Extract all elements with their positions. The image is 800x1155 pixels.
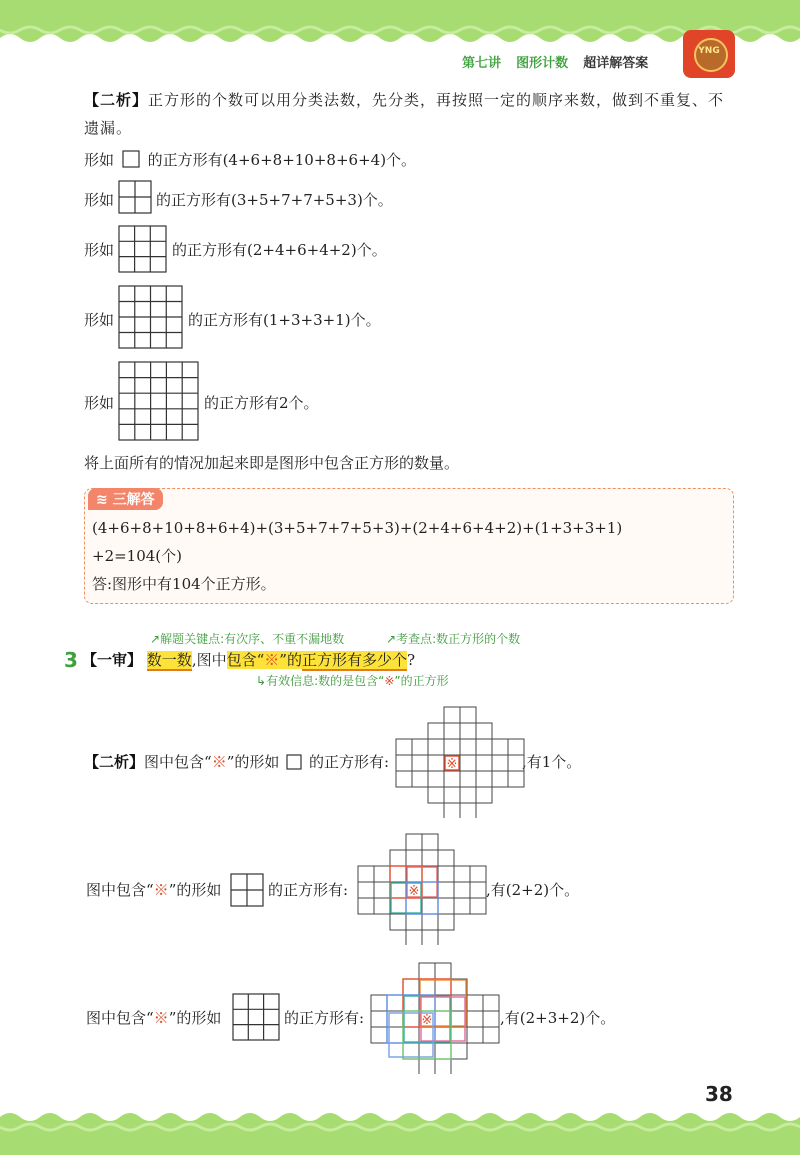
shape-1x1 — [122, 150, 140, 168]
grid-cell — [374, 866, 390, 882]
line-b-prefix: 图中包含“ — [86, 881, 154, 899]
grid-cell — [422, 834, 438, 850]
answer-line-1: (4+6+8+10+8+6+4)+(3+5+7+7+5+3)+(2+4+6+4+2)+(1+3+3+1) — [92, 519, 623, 537]
grid-cell — [422, 882, 438, 898]
line-b-mid2: 的正方形有: — [268, 881, 349, 899]
grid-cell — [428, 787, 444, 803]
grid-cell — [374, 898, 390, 914]
grid-cell — [483, 995, 499, 1011]
shape-row-1-suffix: 的正方形有(4+6+8+10+8+6+4)个。 — [147, 151, 417, 169]
header-topic: 图形计数 — [516, 56, 569, 71]
shape-row-5-prefix: 形如 — [84, 394, 115, 412]
question-highlight-squares: 正方形有多少个 — [301, 651, 407, 669]
grid-cell — [438, 898, 454, 914]
shape-3x3 — [118, 225, 168, 273]
analysis-summary: 将上面所有的情况加起来即是图形中包含正方形的数量。 — [84, 454, 460, 472]
grid-cell — [428, 771, 444, 787]
line-a-prefix: 图中包含“ — [144, 753, 212, 771]
shape-prefix: 形如 — [84, 151, 115, 169]
grid-cell — [419, 1059, 435, 1074]
grid-cell — [444, 787, 460, 803]
grid-cell — [422, 898, 438, 914]
grid-cell — [460, 723, 476, 739]
grid-cell — [476, 771, 492, 787]
analysis-text-1: 正方形的个数可以用分类法数，先分类，再按照一定的顺序来数，做到不重复、不 — [148, 91, 725, 109]
annotation-info-text-a: 有效信息:数的是包含“ — [266, 674, 385, 688]
grid-cell — [467, 995, 483, 1011]
grid-cell — [396, 739, 412, 755]
grid-cell — [422, 866, 438, 882]
grid-cell — [451, 1043, 467, 1059]
grid-cell — [492, 755, 508, 771]
grid-cell — [467, 1027, 483, 1043]
shape-3x3-small — [232, 993, 280, 1041]
grid-cell — [444, 803, 460, 818]
grid-cell — [454, 866, 470, 882]
grid-cell — [412, 739, 428, 755]
question-highlight-count: 数一数 — [146, 651, 192, 669]
shape-2x2-small — [230, 873, 264, 907]
grid-cell — [406, 834, 422, 850]
grid-cell — [428, 723, 444, 739]
q3-analysis-line-a — [84, 752, 389, 772]
shape-row-3-suffix: 的正方形有(2+4+6+4+2)个。 — [172, 241, 387, 259]
grid-cell — [390, 866, 406, 882]
grid-cell — [460, 739, 476, 755]
line-a-mid2: 的正方形有: — [308, 753, 389, 771]
question-text-b: 包含“ — [226, 651, 265, 669]
shape-row-2-suffix: 的正方形有(3+5+7+7+5+3)个。 — [156, 191, 393, 209]
grid-cell — [428, 739, 444, 755]
diamond-grid-a — [395, 706, 525, 818]
grid-cell — [476, 755, 492, 771]
grid-cell — [460, 787, 476, 803]
grid-cell — [483, 1027, 499, 1043]
grid-cell — [438, 850, 454, 866]
shape-1x1-small — [286, 754, 302, 770]
question-tag: 【一审】 — [82, 651, 143, 669]
grid-cell — [444, 707, 460, 723]
grid-cell — [358, 898, 374, 914]
analysis-line-1 — [84, 90, 724, 110]
grid-cell — [390, 850, 406, 866]
top-wave-border — [0, 0, 800, 50]
grid-cell — [467, 1011, 483, 1027]
grid-cell — [476, 787, 492, 803]
line-c-mid2: 的正方形有: — [284, 1009, 365, 1027]
annotation-exam-text: 考查点:数正方形的个数 — [396, 632, 521, 646]
header-lecture: 第七讲 — [462, 56, 502, 71]
q3-analysis-tag: 【二析】 — [84, 753, 145, 771]
grid-cell — [396, 771, 412, 787]
grid-cell — [390, 898, 406, 914]
grid-cell — [371, 1011, 387, 1027]
answer-badge-label: 三解答 — [112, 492, 155, 508]
grid-cell — [460, 755, 476, 771]
grid-cell — [451, 979, 467, 995]
grid-cell — [371, 995, 387, 1011]
star-icon-b: ※ — [153, 881, 169, 899]
annotation-star-icon: ※ — [384, 674, 395, 688]
line-a-suffix: ,有1个。 — [522, 753, 582, 771]
analysis-line-2: 遗漏。 — [84, 119, 133, 137]
grid-cell — [406, 914, 422, 930]
shape-row-4-prefix: 形如 — [84, 311, 115, 329]
shape-row-2-prefix: 形如 — [84, 191, 115, 209]
grid-cell — [435, 1043, 451, 1059]
question-number: 3 — [64, 648, 78, 672]
line-b-mid: ”的形如 — [168, 881, 222, 899]
grid-cell — [406, 866, 422, 882]
grid-cell — [422, 850, 438, 866]
annotation-info-text-b: ”的正方形 — [394, 674, 449, 688]
grid-cell — [390, 882, 406, 898]
answer-line-2: +2=104(个) — [92, 547, 183, 565]
grid-cell — [406, 850, 422, 866]
grid-cell — [483, 1011, 499, 1027]
grid-cell — [470, 898, 486, 914]
grid-cell — [454, 882, 470, 898]
line-c-mid: ”的形如 — [168, 1009, 222, 1027]
star-icon-c: ※ — [153, 1009, 169, 1027]
grid-cell — [358, 866, 374, 882]
annotation-exam-point: ↗考查点:数正方形的个数 — [386, 632, 521, 646]
grid-cell — [406, 898, 422, 914]
shape-5x5 — [118, 361, 200, 441]
grid-cell — [438, 914, 454, 930]
grid-cell — [412, 755, 428, 771]
grid-cell — [508, 771, 524, 787]
grid-cell — [492, 771, 508, 787]
grid-cell — [403, 995, 419, 1011]
header-book: 超详解答案 — [583, 56, 649, 71]
star-symbol-icon: ※ — [446, 757, 458, 772]
answer-badge — [88, 488, 163, 510]
grid-cell — [470, 866, 486, 882]
grid-cell — [428, 755, 444, 771]
grid-cell — [435, 963, 451, 979]
grid-cell — [371, 1027, 387, 1043]
shape-row-4-suffix: 的正方形有(1+3+3+1)个。 — [188, 311, 381, 329]
line-c-suffix: ,有(2+3+2)个。 — [500, 1009, 616, 1027]
annotation-key-point: ↗解题关键点:有次序、不重不漏地数 — [150, 632, 345, 646]
line-c-prefix: 图中包含“ — [86, 1009, 154, 1027]
diamond-grid-b — [357, 833, 487, 945]
grid-cell — [460, 707, 476, 723]
logo-text: YNG — [698, 46, 720, 56]
grid-cell — [422, 914, 438, 930]
shape-4x4 — [118, 285, 184, 349]
grid-cell — [444, 723, 460, 739]
grid-cell — [435, 1011, 451, 1027]
star-symbol-icon: ※ — [421, 1013, 433, 1028]
header-logo — [683, 30, 735, 78]
star-symbol-icon: ※ — [408, 884, 420, 899]
grid-cell — [460, 771, 476, 787]
grid-cell — [390, 914, 406, 930]
question-text-c: ”的 — [279, 651, 302, 669]
analysis-tag: 【二析】 — [84, 91, 149, 109]
question-highlight-contain — [227, 651, 302, 669]
question-text-a: ,图中 — [191, 651, 227, 669]
grid-cell — [454, 898, 470, 914]
grid-cell — [438, 866, 454, 882]
grid-cell — [412, 771, 428, 787]
bottom-wave-border — [0, 1105, 800, 1155]
wave-icon: ≋ — [96, 492, 108, 508]
grid-cell — [444, 739, 460, 755]
question-mark: ? — [406, 651, 416, 669]
grid-cell — [374, 882, 390, 898]
grid-cell — [444, 771, 460, 787]
shape-2x2 — [118, 180, 152, 214]
grid-cell — [492, 739, 508, 755]
grid-cell — [406, 930, 422, 945]
answer-line-3: 答:图形中有104个正方形。 — [92, 575, 276, 593]
grid-cell — [438, 882, 454, 898]
grid-cell — [435, 979, 451, 995]
grid-cell — [470, 882, 486, 898]
grid-cell — [387, 995, 403, 1011]
grid-cell — [403, 1027, 419, 1043]
question-line — [82, 650, 415, 670]
q3-line-c-text — [86, 1008, 221, 1028]
grid-cell — [419, 963, 435, 979]
grid-cell — [422, 930, 438, 945]
grid-cell — [508, 739, 524, 755]
star-icon-a: ※ — [211, 753, 227, 771]
q3-line-b-text — [86, 880, 221, 900]
line-b-suffix: ,有(2+2)个。 — [486, 881, 580, 899]
shape-row-1 — [84, 150, 416, 170]
grid-cell — [403, 979, 419, 995]
annotation-info: ↳有效信息:数的是包含“※”的正方形 — [256, 674, 449, 688]
grid-cell — [476, 723, 492, 739]
diamond-grid-c — [370, 962, 500, 1074]
grid-cell — [419, 979, 435, 995]
line-a-mid: ”的形如 — [226, 753, 280, 771]
annotation-key-text: 解题关键点:有次序、不重不漏地数 — [160, 632, 345, 646]
grid-cell — [396, 755, 412, 771]
grid-cell — [508, 755, 524, 771]
shape-row-5-suffix: 的正方形有2个。 — [204, 394, 319, 412]
grid-cell — [460, 803, 476, 818]
star-symbol-icon: ※ — [264, 651, 280, 669]
grid-cell — [476, 739, 492, 755]
running-header — [462, 52, 648, 70]
shape-row-3-prefix: 形如 — [84, 241, 115, 259]
page-number: 38 — [705, 1082, 733, 1106]
grid-cell — [358, 882, 374, 898]
grid-cell — [435, 1059, 451, 1074]
